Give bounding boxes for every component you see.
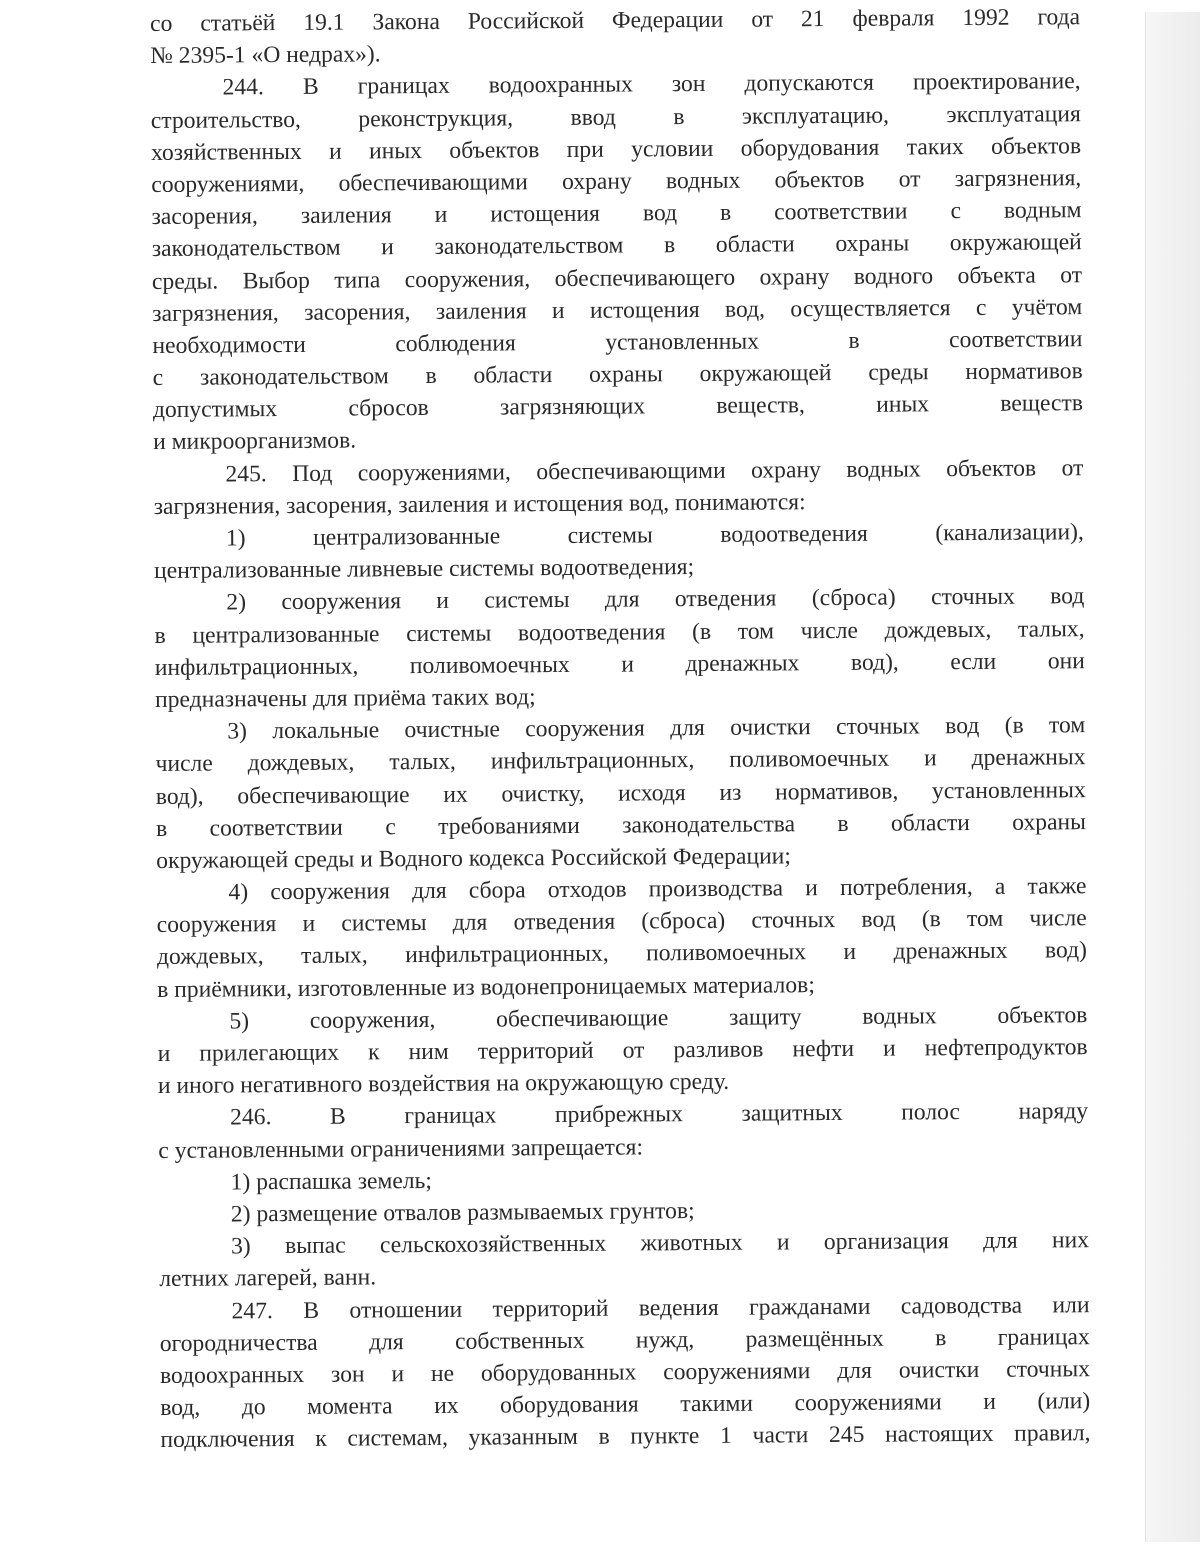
text-line: и иного негативного воздействия на окружающую среду. <box>157 1068 730 1100</box>
text-line: 1) централизованные системы водоотведения (канализации), <box>225 519 1084 552</box>
text-line: и прилегающих к ним территорий от разливов нефти и нефтепродуктов <box>157 1034 1088 1067</box>
text-line: предназначены для приёма таких вод; <box>154 684 536 713</box>
text-line: 247. В отношении территорий ведения гражданами садоводства или <box>231 1291 1090 1324</box>
text-line: загрязнения, засорения, заиления и истощения вод, понимаются: <box>153 489 806 520</box>
text-line: со статьёй 19.1 Закона Российской Федерации от 21 февраля 1992 года <box>150 4 1081 37</box>
text-line: загрязнения, засорения, заиления и истощения вод, осуществляется с учётом <box>152 293 1083 327</box>
text-line: централизованные ливневые системы водоотведения; <box>154 554 695 585</box>
text-line: № 2395-1 «О недрах»). <box>150 41 381 70</box>
text-line: 3) локальные очистные сооружения для очистки сточных вод (в том <box>227 712 1086 745</box>
text-line: необходимости соблюдения установленных в соответствии <box>152 326 1083 359</box>
text-line: летних лагерей, ванн. <box>159 1264 377 1293</box>
text-line: среды. Выбор типа сооружения, обеспечивающего охрану водного объекта от <box>151 261 1083 295</box>
text-line: 5) сооружения, обеспечивающие защиту водных объектов <box>229 1001 1088 1035</box>
text-line: засорения, заиления и истощения вод в соответствии с водным <box>151 197 1082 231</box>
text-line: 3) выпас сельскохозяйственных животных и организация для них <box>230 1227 1090 1260</box>
text-line: законодательством и законодательством в области охраны окружающей <box>151 229 1082 263</box>
text-line: сооружениями, обеспечивающими охрану водных объектов от загрязнения, <box>151 165 1082 198</box>
text-line: 2) сооружения и системы для отведения (сброса) сточных вод <box>226 583 1085 616</box>
text-line: 4) сооружения для сбора отходов производства и потребления, а также <box>228 873 1087 906</box>
text-line: 245. Под сооружениями, обеспечивающими охрану водных объектов от <box>225 454 1084 488</box>
text-line: вод), обеспечивающие их очистку, исходя из нормативов, установленных <box>155 776 1086 810</box>
text-line: огородничества для собственных нужд, размещённых в границах <box>159 1323 1090 1357</box>
text-line: водоохранных зон и не оборудованных сооружениями для очистки сточных <box>159 1356 1091 1389</box>
text-line: инфильтрационных, поливомоечных и дренажных вод), если они <box>154 647 1085 681</box>
text-line: хозяйственных и иных объектов при условии оборудования таких объектов <box>150 132 1082 166</box>
text-line: с установленными ограничениями запрещается: <box>158 1133 644 1164</box>
text-line: дождевых, талых, инфильтрационных, поливомоечных и дренажных вод) <box>156 937 1088 971</box>
text-line: сооружения и системы для отведения (сброса) сточных вод (в том числе <box>156 905 1087 939</box>
text-line: в приёмники, изготовленные из водонепроницаемых материалов; <box>157 971 815 1003</box>
text-line: допустимых сбросов загрязняющих веществ, иных веществ <box>152 390 1084 424</box>
text-line: 1) распашка земель; <box>230 1167 433 1196</box>
text-line: окружающей среды и Водного кодекса Российской Федерации; <box>156 843 791 874</box>
text-line: 244. В границах водоохранных зон допускаются проектирование, <box>222 68 1081 101</box>
text-line: 246. В границах прибрежных защитных полос наряду <box>230 1098 1089 1131</box>
text-line: и микроорганизмов. <box>153 427 357 456</box>
text-line: с законодательством в области охраны окружающей среды нормативов <box>152 358 1083 392</box>
document-body <box>150 1 1091 1456</box>
text-line: вод, до момента их оборудования такими сооружениями и (или) <box>160 1388 1091 1422</box>
text-line: подключения к системам, указанным в пункте 1 части 245 настоящих правил, <box>160 1420 1091 1454</box>
text-line: в соответствии с требованиями законодательства в области охраны <box>155 808 1087 842</box>
text-line: 2) размещение отвалов размываемых грунтов; <box>230 1197 695 1228</box>
text-line: в централизованные системы водоотведения (в том числе дождевых, талых, <box>154 615 1085 649</box>
text-line: числе дождевых, талых, инфильтрационных, поливомоечных и дренажных <box>155 744 1086 778</box>
scan-edge-shadow <box>1145 12 1200 1542</box>
text-line: строительство, реконструкция, ввод в эксплуатацию, эксплуатация <box>150 100 1081 134</box>
